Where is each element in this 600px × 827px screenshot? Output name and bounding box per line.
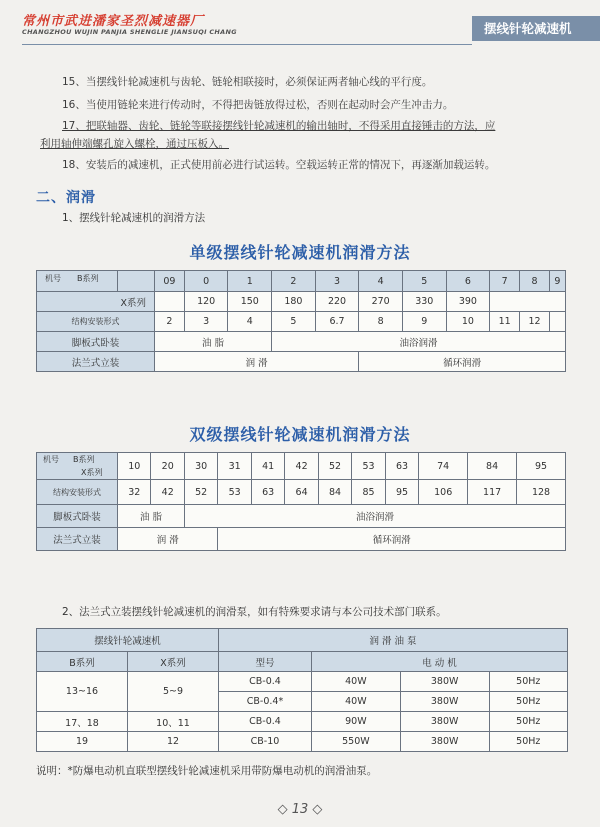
table2-flange-lube: 润 滑 bbox=[118, 528, 218, 551]
table1-mount-cell: 10 bbox=[446, 312, 490, 332]
table2-b-cell: 53 bbox=[352, 453, 385, 480]
table1-b-cell: 0 bbox=[184, 271, 228, 292]
table2-mount-cell: 32 bbox=[118, 480, 151, 505]
table3-model: CB-0.4* bbox=[219, 692, 312, 712]
table1-mount-cell: 12 bbox=[520, 312, 550, 332]
table3-p1: 40W bbox=[312, 672, 401, 692]
table1-spacer bbox=[118, 271, 155, 292]
product-title: 摆线针轮减速机 bbox=[472, 16, 600, 41]
table3-col-model: 型号 bbox=[219, 652, 312, 672]
table3-p2: 380W bbox=[400, 692, 489, 712]
table2-mount-cell: 95 bbox=[385, 480, 418, 505]
table1-b-cell: 09 bbox=[155, 271, 185, 292]
table2-b-cell: 95 bbox=[517, 453, 566, 480]
table1-mount-cell: 4 bbox=[228, 312, 272, 332]
table3-model: CB-10 bbox=[219, 732, 312, 752]
paragraph-15: 15、当摆线针轮减速机与齿轮、链轮相联接时，必须保证两者轴心线的平行度。 bbox=[62, 76, 433, 88]
table1-b-label: B系列 bbox=[77, 274, 99, 283]
table1-x-cell: 270 bbox=[359, 292, 403, 312]
table2-b-label: B系列 bbox=[73, 455, 95, 464]
table1-b-cell: 2 bbox=[272, 271, 316, 292]
table1-b-cell: 9 bbox=[549, 271, 565, 292]
table2-b-cell: 20 bbox=[151, 453, 184, 480]
table3-model: CB-0.4 bbox=[219, 712, 312, 732]
table1-b-cell: 4 bbox=[359, 271, 403, 292]
table2-title: 双级摆线针轮减速机润滑方法 bbox=[189, 425, 411, 444]
table2-mount-cell: 128 bbox=[517, 480, 566, 505]
table2-b-cell: 31 bbox=[218, 453, 251, 480]
table3-p2: 380W bbox=[400, 712, 489, 732]
table3-f: 50Hz bbox=[489, 712, 567, 732]
table3-p1: 90W bbox=[312, 712, 401, 732]
table1-x-cell: 150 bbox=[228, 292, 272, 312]
table3-head-pump: 润 滑 油 泵 bbox=[219, 629, 568, 652]
table1-b-cell: 3 bbox=[315, 271, 359, 292]
table1-b-cell: 8 bbox=[520, 271, 550, 292]
paragraph-16: 16、当使用链轮来进行传动时，不得把齿链放得过松，否则在起动时会产生冲击力。 bbox=[62, 99, 454, 111]
table3-p2: 380W bbox=[400, 732, 489, 752]
table2-mount-cell: 85 bbox=[352, 480, 385, 505]
table2-model-label: 机号 bbox=[43, 455, 59, 464]
table2-flange-circ: 循环润滑 bbox=[218, 528, 566, 551]
table2-b-cell: 30 bbox=[184, 453, 217, 480]
header-divider bbox=[22, 44, 472, 45]
company-pinyin: CHANGZHOU WUJIN PANJIA SHENGLIE JIANSUQI CHANG bbox=[22, 28, 237, 36]
table3-p1: 40W bbox=[312, 692, 401, 712]
table3-f: 50Hz bbox=[489, 732, 567, 752]
table2-mount-label: 结构安装形式 bbox=[37, 480, 118, 505]
table2-mount-cell: 84 bbox=[318, 480, 351, 505]
table3-head-reducer: 摆线针轮减速机 bbox=[37, 629, 219, 652]
table2-mount-cell: 63 bbox=[251, 480, 284, 505]
table1-flange-circ: 循环润滑 bbox=[359, 352, 566, 372]
paragraph-18: 18、安装后的减速机，正式使用前必进行试运转。空载运转正常的情况下，再逐渐加载运转。 bbox=[62, 159, 496, 171]
table1-mount-cell: 5 bbox=[272, 312, 316, 332]
table2-b-cell: 74 bbox=[419, 453, 468, 480]
table2 bbox=[36, 452, 566, 551]
table2-foot-label: 脚板式卧装 bbox=[37, 505, 118, 528]
table2-b-cell: 52 bbox=[318, 453, 351, 480]
table1-x-cell: 180 bbox=[272, 292, 316, 312]
table2-x-label: X系列 bbox=[81, 468, 103, 477]
page-number: ◇ 13 ◇ bbox=[277, 802, 323, 817]
table1-mount-label: 结构安装形式 bbox=[37, 312, 155, 332]
table2-foot-oilbath: 油浴润滑 bbox=[184, 505, 565, 528]
table3-model: CB-0.4 bbox=[219, 672, 312, 692]
table3-b: 19 bbox=[37, 732, 128, 752]
table1-x-spacer bbox=[155, 292, 185, 312]
table3-f: 50Hz bbox=[489, 672, 567, 692]
table2-b-cell: 41 bbox=[251, 453, 284, 480]
table1-mount-cell: 6.7 bbox=[315, 312, 359, 332]
table1-foot-grease: 油 脂 bbox=[155, 332, 272, 352]
table1-b-cell: 1 bbox=[228, 271, 272, 292]
page-number-value: 13 bbox=[291, 802, 309, 817]
company-name: 常州市武进潘家圣烈减速器厂 bbox=[22, 14, 205, 29]
table1-x-label: X系列 bbox=[37, 292, 155, 312]
table2-b-cell: 42 bbox=[285, 453, 318, 480]
table1-title: 单级摆线针轮减速机润滑方法 bbox=[189, 243, 411, 262]
table2-mount-cell: 52 bbox=[184, 480, 217, 505]
table1-model-cell bbox=[37, 271, 118, 292]
table1-mount-cell: 9 bbox=[402, 312, 446, 332]
table2-flange-label: 法兰式立装 bbox=[37, 528, 118, 551]
table2-foot-grease: 油 脂 bbox=[118, 505, 185, 528]
table3-x: 12 bbox=[128, 732, 219, 752]
table1-b-cell: 7 bbox=[490, 271, 520, 292]
table1 bbox=[36, 270, 566, 372]
table1-x-cell: 120 bbox=[184, 292, 228, 312]
table1-b-cell: 6 bbox=[446, 271, 490, 292]
table1-mount-cell: 2 bbox=[155, 312, 185, 332]
table3-col-motor: 电 动 机 bbox=[312, 652, 568, 672]
section-heading: 二、润滑 bbox=[36, 190, 96, 206]
table2-mount-cell: 117 bbox=[468, 480, 517, 505]
table1-x-empty bbox=[490, 292, 566, 312]
table1-x-cell: 390 bbox=[446, 292, 490, 312]
table1-flange-lube: 润 滑 bbox=[155, 352, 359, 372]
table2-mount-cell: 64 bbox=[285, 480, 318, 505]
table2-b-cell: 63 bbox=[385, 453, 418, 480]
table3-x: 5~9 bbox=[128, 672, 219, 712]
table1-model-label: 机号 bbox=[45, 274, 61, 283]
table1-mount-cell: 3 bbox=[184, 312, 228, 332]
table3-b: 13~16 bbox=[37, 672, 128, 712]
table3-p1: 550W bbox=[312, 732, 401, 752]
table1-flange-label: 法兰式立装 bbox=[37, 352, 155, 372]
table1-x-cell: 220 bbox=[315, 292, 359, 312]
table3-p2: 380W bbox=[400, 672, 489, 692]
table2-mount-cell: 53 bbox=[218, 480, 251, 505]
table3 bbox=[36, 628, 568, 752]
paragraph-17-cont: 利用轴伸端螺孔旋入螺栓，通过压板入。 bbox=[40, 138, 229, 150]
subsection-1: 1、摆线针轮减速机的润滑方法 bbox=[62, 212, 206, 224]
table2-model-cell bbox=[37, 453, 118, 480]
table2-b-cell: 10 bbox=[118, 453, 151, 480]
table3-b: 17、18 bbox=[37, 712, 128, 732]
table1-foot-oilbath: 油浴润滑 bbox=[272, 332, 566, 352]
table1-mount-empty bbox=[549, 312, 565, 332]
subsection-2: 2、法兰式立装摆线针轮减速机的润滑泵，如有特殊要求请与本公司技术部门联系。 bbox=[62, 606, 447, 618]
table2-mount-cell: 106 bbox=[419, 480, 468, 505]
paragraph-17: 17、把联轴器、齿轮、链轮等联接摆线针轮减速机的输出轴时，不得采用直接锤击的方法，应 bbox=[62, 120, 496, 132]
table1-mount-cell: 8 bbox=[359, 312, 403, 332]
table1-x-cell: 330 bbox=[402, 292, 446, 312]
table3-col-b: B系列 bbox=[37, 652, 128, 672]
table3-f: 50Hz bbox=[489, 692, 567, 712]
table1-foot-label: 脚板式卧装 bbox=[37, 332, 155, 352]
table1-b-cell: 5 bbox=[402, 271, 446, 292]
note: 说明：*防爆电动机直联型摆线针轮减速机采用带防爆电动机的润滑油泵。 bbox=[36, 765, 378, 777]
table2-b-cell: 84 bbox=[468, 453, 517, 480]
table2-mount-cell: 42 bbox=[151, 480, 184, 505]
table1-mount-cell: 11 bbox=[490, 312, 520, 332]
table3-col-x: X系列 bbox=[128, 652, 219, 672]
table3-x: 10、11 bbox=[128, 712, 219, 732]
